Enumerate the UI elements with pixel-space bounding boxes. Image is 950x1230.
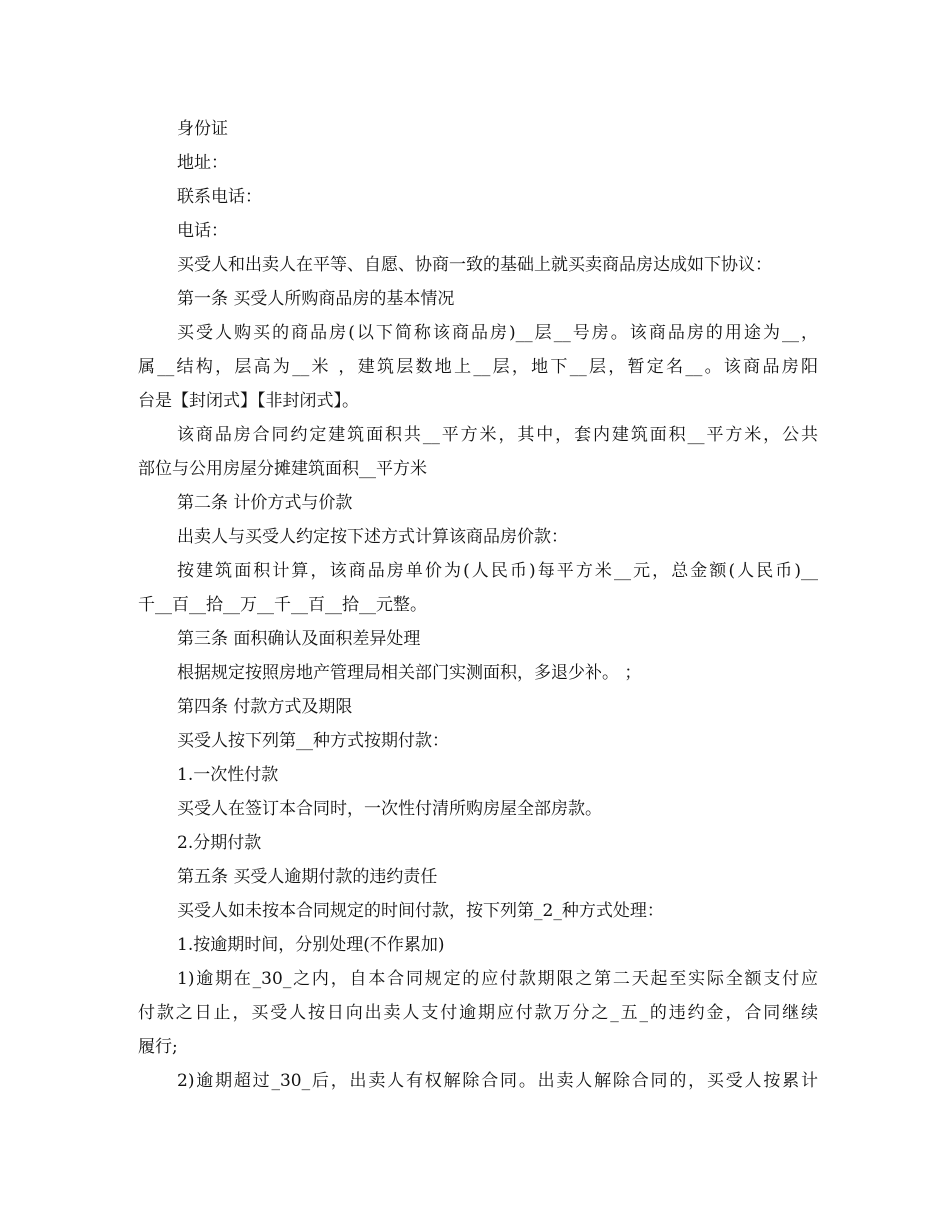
text-line: 部位与公用房屋分摊建筑面积__平方米 [138, 459, 427, 479]
text-line: 买受人如未按本合同规定的时间付款，按下列第_2_种方式处理： [177, 901, 664, 921]
text-line: 付款之日止，买受人按日向出卖人支付逾期应付款万分之_五_的违约金，合同继续 [138, 1003, 818, 1023]
text-line: 1.一次性付款 [177, 765, 279, 785]
text-line: 身份证 [177, 119, 228, 139]
text-line: 根据规定按照房地产管理局相关部门实测面积，多退少补。 ； [177, 663, 642, 683]
text-line: 第五条 买受人逾期付款的违约责任 [177, 867, 438, 887]
text-line: 1.按逾期时间，分别处理(不作累加) [177, 935, 445, 955]
text-line: 2)逾期超过_30_后，出卖人有权解除合同。出卖人解除合同的，买受人按累计 [177, 1071, 818, 1091]
document-body [138, 112, 818, 1098]
text-line: 电话： [177, 221, 228, 241]
text-line: 2.分期付款 [177, 833, 262, 853]
text-line: 买受人按下列第__种方式按期付款： [177, 731, 449, 751]
text-line: 第二条 计价方式与价款 [177, 493, 353, 513]
text-line: 买受人购买的商品房(以下简称该商品房)__层__号房。该商品房的用途为__， [177, 323, 818, 343]
text-line: 台是【封闭式】【非封闭式】。 [138, 391, 359, 411]
text-line: 1)逾期在_30_之内，自本合同规定的应付款期限之第二天起至实际全额支付应 [177, 969, 818, 989]
text-line: 联系电话： [177, 187, 262, 207]
text-line: 第一条 买受人所购商品房的基本情况 [177, 289, 455, 309]
text-line: 第四条 付款方式及期限 [177, 697, 353, 717]
text-line: 第三条 面积确认及面积差异处理 [177, 629, 421, 649]
text-line: 按建筑面积计算，该商品房单价为(人民币)每平方米__元，总金额(人民币)__ [177, 561, 818, 581]
text-line: 出卖人与买受人约定按下述方式计算该商品房价款： [177, 527, 568, 547]
text-line: 买受人在签订本合同时，一次性付清所购房屋全部房款。 [177, 799, 602, 819]
text-line: 千__百__拾__万__千__百__拾__元整。 [138, 595, 427, 615]
text-line: 履行; [138, 1037, 178, 1057]
text-line: 该商品房合同约定建筑面积共__平方米，其中，套内建筑面积__平方米，公共 [177, 425, 818, 445]
text-line: 属__结构，层高为__米 ，建筑层数地上__层，地下__层，暂定名__。该商品房阳 [138, 357, 818, 377]
text-line: 地址： [177, 153, 228, 173]
text-line: 买受人和出卖人在平等、自愿、协商一致的基础上就买卖商品房达成如下协议： [177, 255, 772, 275]
